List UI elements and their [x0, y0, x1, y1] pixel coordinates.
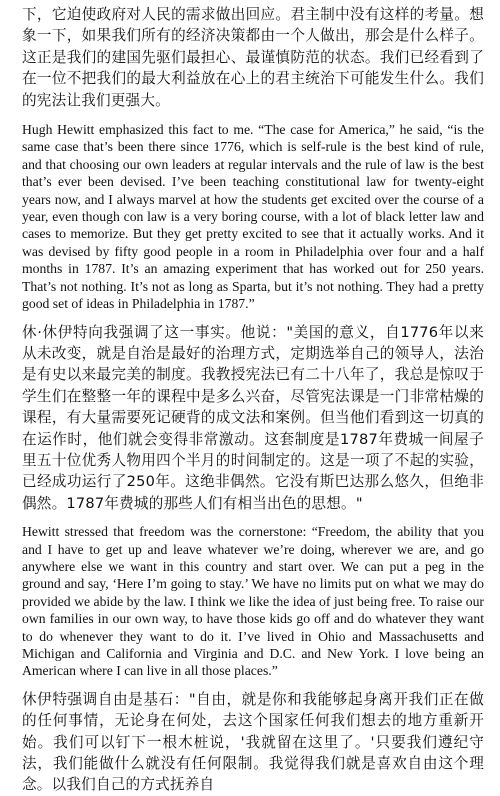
paragraph-zh-hewitt-case-for-america: 休·休伊特向我强调了这一事实。他说："美国的意义，自1776年以来从未改变，就是自治是最好的治理方式，定期选举自己的领导人，法治是有史以来最完美的制度。我教授宪法已有二十八年了，我总是惊叹于学生们在整整一年的课程中是多么兴奋，尽管宪法课是一门非常枯燥的课程，有大量需要死记硬背的成文法和案例。但当他们看到这一切真的在运作时，他们就会变得非常激动。这套制度是1787年费城一间屋子里五十位优秀人物用四个半月的时间制定的。这是一项了不起的实验，已经成功运行了250年。这绝非偶然。它没有斯巴达那么悠久，但绝非偶然。1787年费城的那些人们有相当出色的思想。" [22, 323, 484, 512]
paragraph-en-hewitt-freedom: Hewitt stressed that freedom was the cornerstone: “Freedom, the ability that you and I have to get up and leave whatever we’re doing, wherever we are, and go anywhere else we want in this country and start over. We can put a peg in the ground and say, ‘Here I’m going to stay.’ We have no limits put on what we may do provided we abide by the law. I think we like the idea of just being free. To raise our own families in our own way, to have those kids go off and do whatever they want to do whenever they want to do it. I’ve lived in Ohio and Massachusetts and Michigan and California and Virginia and D.C. and New York. I love being an American where I can live in all those places.” [22, 524, 484, 679]
paragraph-en-hewitt-case-for-america: Hugh Hewitt emphasized this fact to me. “The case for America,” he said, “is the same case that’s been there since 1776, which is self-rule is the best kind of rule, and that choosing our own leaders at regular intervals and the rule of law is the best that’s ever been devised. I’ve been teaching constitutional law for twenty-eight years now, and I always marvel at how the students get excited over the course of a year, even though con law is a very boring course, with a lot of black letter law and cases to memorize. But they get pretty excited to see that it actually works. And it was devised by fifty good people in a room in Philadelphia over four and a half months in 1787. It’s an amazing experiment that has worked out for 250 years. That’s not nothing. It’s not as long as Sparta, but it’s not nothing. They had a pretty good set of ideas in Philadelphia in 1787.” [22, 122, 484, 312]
paragraph-zh-hewitt-freedom: 休伊特强调自由是基石："自由，就是你和我能够起身离开我们正在做的任何事情，无论身在何处，去这个国家任何我们想去的地方重新开始。我们可以钉下一根木桩说，'我就留在这里了。'只要我们遵纪守法，我们能做什么就没有任何限制。我觉得我们就是喜欢自由这个理念。以我们自己的方式抚养自 [22, 690, 484, 794]
document-page [22, 4, 484, 796]
paragraph-zh-monarchy: 下，它迫使政府对人民的需求做出回应。君主制中没有这样的考量。想象一下，如果我们所有的经济决策都由一个人做出，那会是什么样子。这正是我们的建国先驱们最担心、最谨慎防范的状态。我们已经看到了在一位不把我们的最大利益放在心上的君主统治下可能发生什么。我们的宪法让我们更强大。 [22, 6, 484, 109]
